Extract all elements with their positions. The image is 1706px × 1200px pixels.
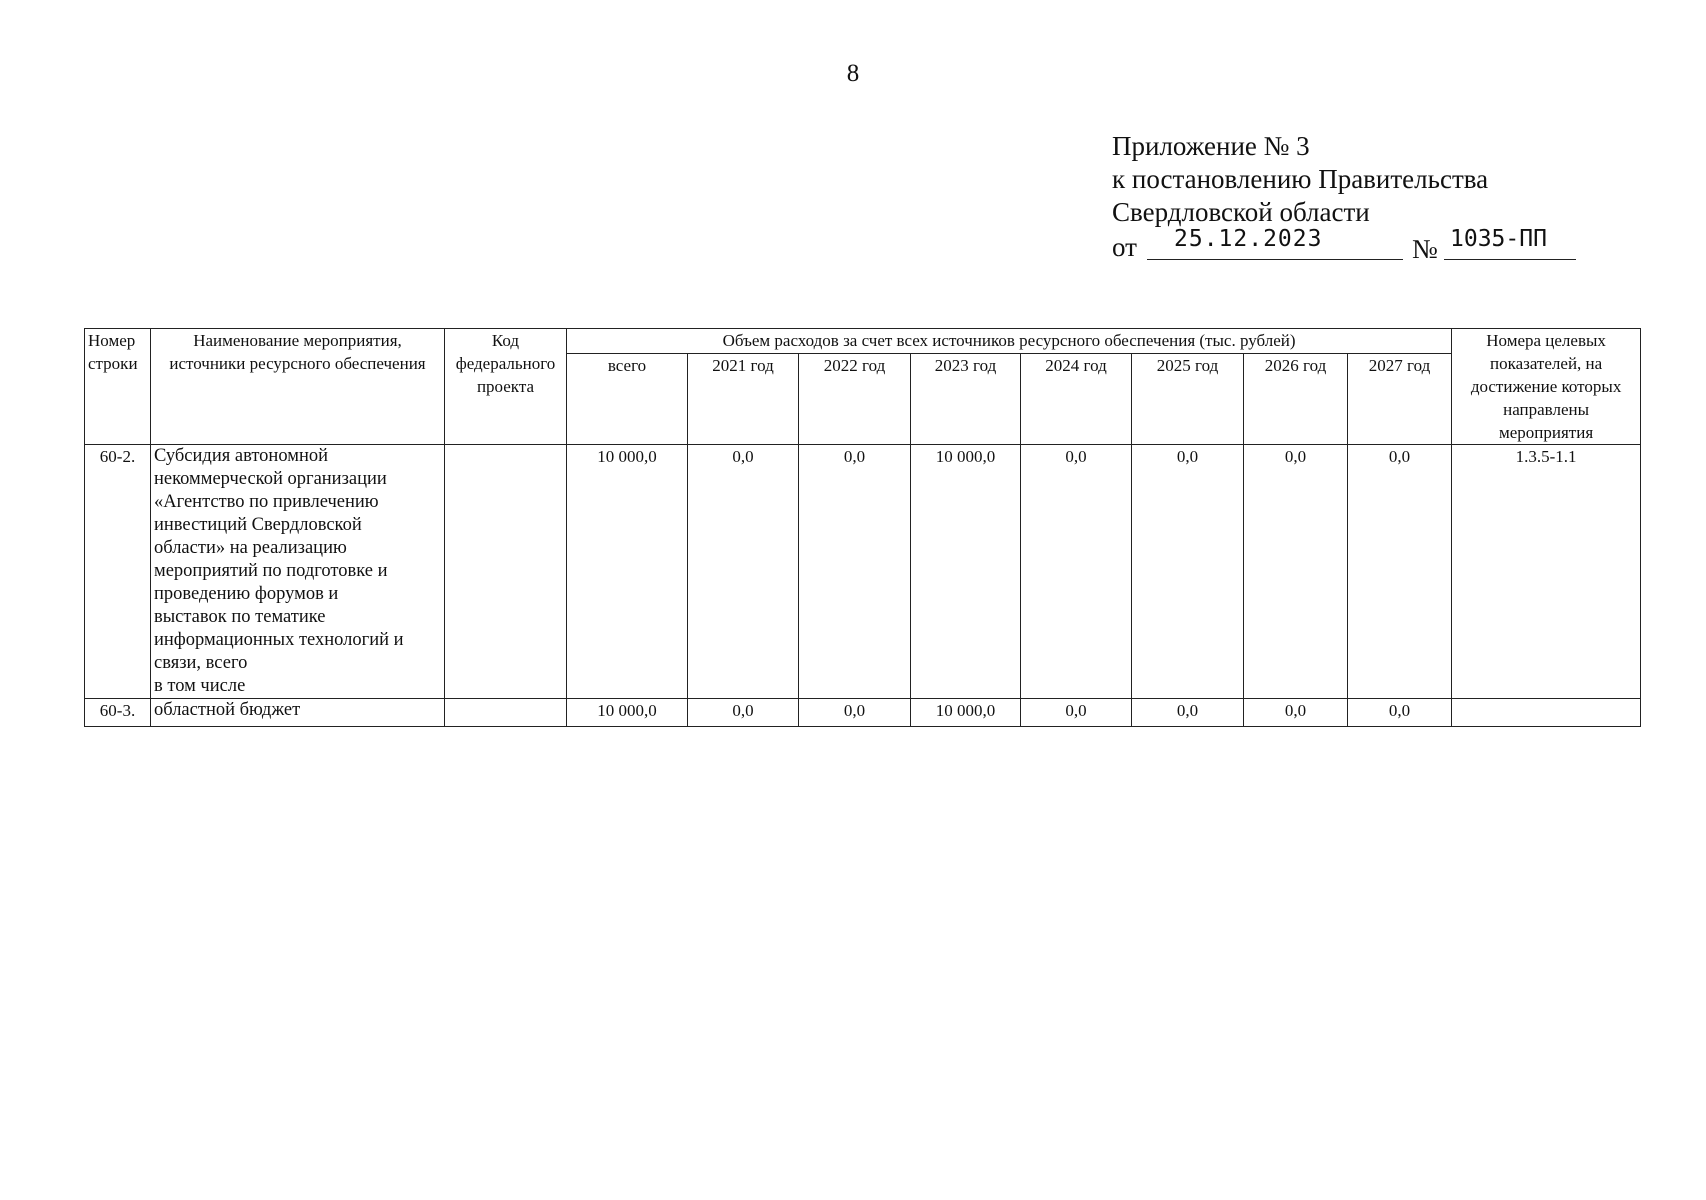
date-field (1147, 226, 1403, 260)
header-year-2022: 2022 год (799, 353, 911, 444)
row-targets: 1.3.5-1.1 (1452, 445, 1641, 699)
header-year-2026: 2026 год (1244, 353, 1348, 444)
row-total: 10 000,0 (567, 445, 688, 699)
header-year-2024: 2024 год (1021, 353, 1132, 444)
header-code: Код федерального проекта (445, 329, 567, 445)
row-year-2024: 0,0 (1021, 699, 1132, 727)
row-year-2023: 10 000,0 (911, 699, 1021, 727)
header-targets: Номера целевых показателей, на достижение которых направлены мероприятия (1452, 329, 1641, 445)
number-label: № (1412, 234, 1438, 264)
row-year-2025: 0,0 (1132, 699, 1244, 727)
row-name-line: области» на реализацию (154, 538, 347, 558)
header-year-2027: 2027 год (1348, 353, 1452, 444)
row-name-line: Субсидия автономной (154, 446, 328, 466)
appendix-signature-row (1112, 226, 1547, 264)
row-year-2022: 0,0 (799, 445, 911, 699)
header-total: всего (567, 353, 688, 444)
header-row-1 (85, 329, 1641, 354)
number-value: 1035-ПП (1450, 226, 1547, 252)
row-name-line: связи, всего (154, 653, 248, 673)
row-year-2024: 0,0 (1021, 445, 1132, 699)
table-row (85, 699, 1641, 727)
row-name-line: проведению форумов и (154, 584, 339, 604)
appendix-subtitle: к постановлению Правительства (1112, 164, 1489, 194)
table-row (85, 445, 1641, 699)
number-field (1444, 226, 1576, 260)
header-year-2025: 2025 год (1132, 353, 1244, 444)
header-row-number-line-2: строки (88, 354, 138, 373)
row-name (151, 699, 445, 727)
row-year-2021: 0,0 (688, 699, 799, 727)
header-row-number-line-1: Номер (88, 331, 136, 350)
row-year-2026: 0,0 (1244, 445, 1348, 699)
row-year-2027: 0,0 (1348, 699, 1452, 727)
header-year-2023: 2023 год (911, 353, 1021, 444)
row-name-line: инвестиций Свердловской (154, 515, 362, 535)
appendix-region: Свердловской области (1112, 197, 1370, 227)
row-number: 60-2. (85, 445, 151, 699)
appendix-block (1112, 130, 1547, 264)
row-year-2027: 0,0 (1348, 445, 1452, 699)
page-number: 8 (846, 60, 860, 87)
row-year-2025: 0,0 (1132, 445, 1244, 699)
row-year-2026: 0,0 (1244, 699, 1348, 727)
row-name-line: «Агентство по привлечению (154, 492, 379, 512)
header-name: Наименование мероприятия, источники ресурсного обеспечения (151, 329, 445, 445)
row-name-line: областной бюджет (154, 700, 301, 720)
row-name (151, 445, 445, 699)
header-expenses-group: Объем расходов за счет всех источников ресурсного обеспечения (тыс. рублей) (567, 329, 1452, 354)
expenses-table (84, 328, 1641, 727)
date-label: от (1112, 232, 1137, 262)
row-year-2023: 10 000,0 (911, 445, 1021, 699)
row-name-line: выставок по тематике (154, 607, 326, 627)
row-name-line: в том числе (154, 676, 246, 696)
row-year-2022: 0,0 (799, 699, 911, 727)
row-code (445, 699, 567, 727)
header-row-number (85, 329, 151, 445)
row-name-line: информационных технологий и (154, 630, 404, 650)
row-year-2021: 0,0 (688, 445, 799, 699)
header-year-2021: 2021 год (688, 353, 799, 444)
date-value: 25.12.2023 (1174, 226, 1323, 252)
row-name-line: некоммерческой организации (154, 469, 387, 489)
row-name-line: мероприятий по подготовке и (154, 561, 388, 581)
row-total: 10 000,0 (567, 699, 688, 727)
row-targets (1452, 699, 1641, 727)
row-code (445, 445, 567, 699)
row-number: 60-3. (85, 699, 151, 727)
appendix-title: Приложение № 3 (1112, 131, 1310, 161)
